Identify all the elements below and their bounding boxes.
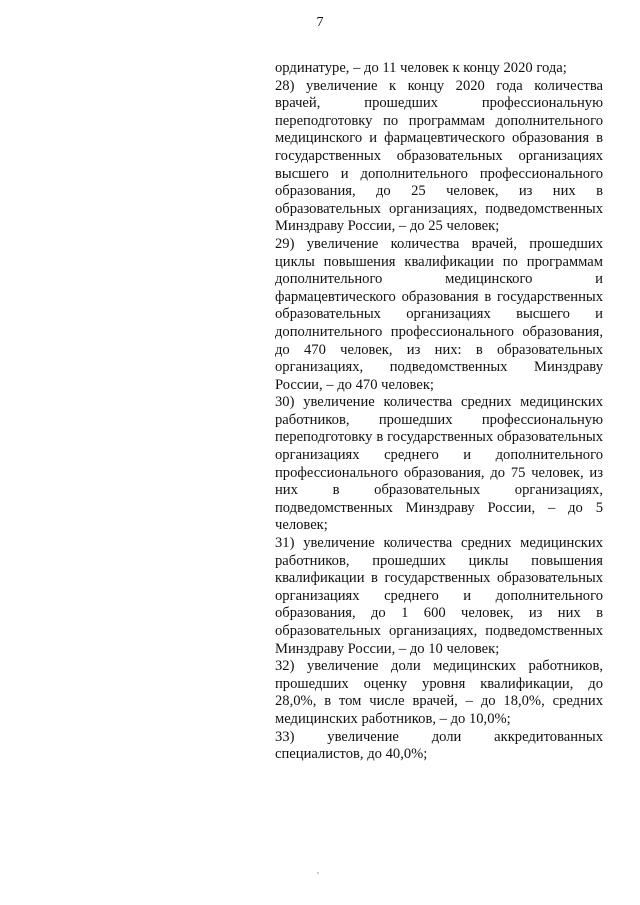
- list-item-33: 33) увеличение доли аккредитованных специалистов, до 40,0%;: [275, 728, 603, 763]
- list-item-31: 31) увеличение количества средних медицинских работников, прошедших циклы повышения квалификации в государственных образовательных организациях среднего и дополнительного образования, до 1 600 человек, из них в образовательных организациях, подведомственных Минздраву России, – до 10 человек;: [275, 535, 603, 657]
- paragraph-continuation: ординатуре, – до 11 человек к концу 2020 года;: [275, 60, 567, 76]
- scan-artifact-dot: [317, 872, 319, 874]
- list-item-28: 28) увеличение к концу 2020 года количества врачей, прошедших профессиональную переподготовку по программам дополнительного медицинского и фармацевтического образования в государственных образовательных организациях высшего и дополнительного профессионального образования, до 25 человек, из них в образовательных организациях, подведомственных Минздраву России, – до 25 человек;: [275, 77, 603, 235]
- document-body: [275, 60, 603, 764]
- list-item-30: 30) увеличение количества средних медицинских работников, прошедших профессиональную переподготовку в государственных образовательных организациях среднего и дополнительного профессионального образования, до 75 человек, из них в образовательных организациях, подведомственных Минздраву России, – до 5 человек;: [275, 394, 603, 534]
- list-item-32: 32) увеличение доли медицинских работников, прошедших оценку уровня квалификации, до 28,0%, в том числе врачей, – до 18,0%, средних медицинских работников, – до 10,0%;: [275, 658, 603, 727]
- page-number: 7: [316, 15, 324, 30]
- list-item-29: 29) увеличение количества врачей, прошедших циклы повышения квалификации по программам дополнительного медицинского и фармацевтического образования в государственных образовательных организациях высшего и дополнительного профессионального образования, до 470 человек, из них: в образовательных организациях, подведомственных Минздраву России, – до 470 человек;: [275, 235, 603, 393]
